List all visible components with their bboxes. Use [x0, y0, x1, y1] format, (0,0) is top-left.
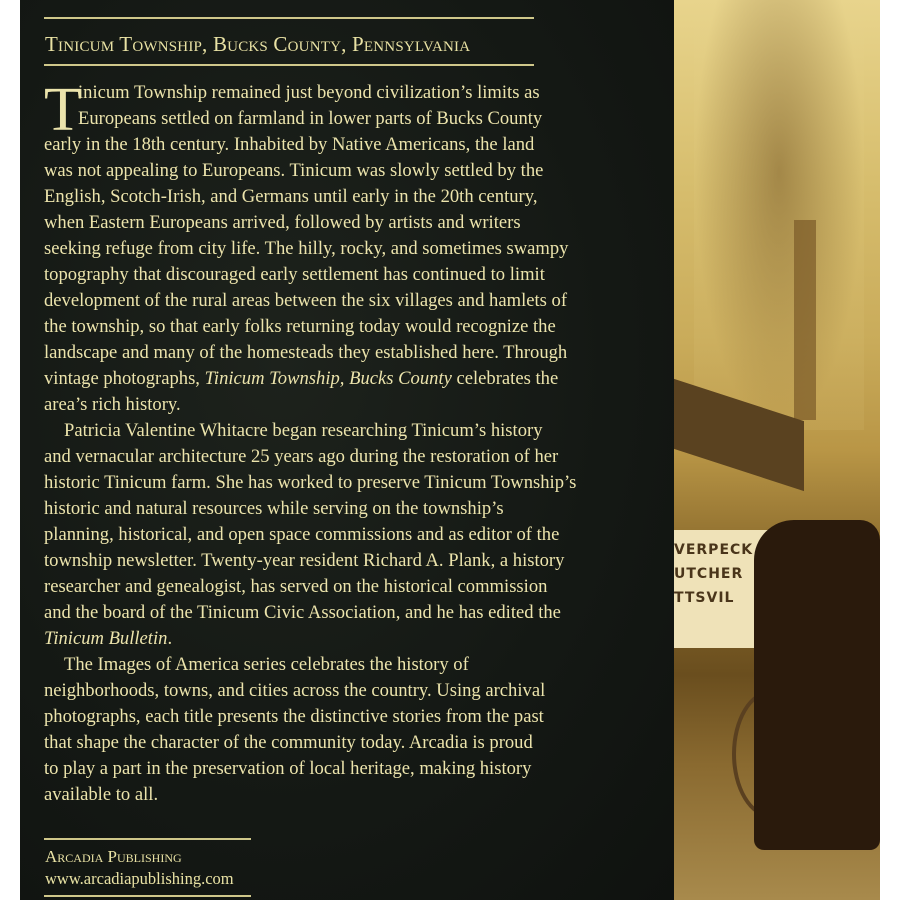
text-line: that shape the character of the community today. Arcadia is proud — [44, 732, 533, 753]
publisher-rule-top — [44, 838, 251, 840]
text-line: photographs, each title presents the distinctive stories from the past — [44, 706, 544, 727]
cover-photo — [674, 0, 880, 900]
text-line: available to all. — [44, 784, 159, 805]
text-line: seeking refuge from city life. The hilly, rocky, and sometimes swampy — [44, 238, 569, 259]
book-title: Tinicum Township, Bucks County, Pennsylvania — [45, 32, 471, 56]
text-line: and the board of the Tinicum Civic Association, and he has edited the — [44, 602, 561, 623]
text-line: English, Scotch-Irish, and Germans until early in the 20th century, — [44, 186, 538, 207]
paragraph-series — [44, 652, 644, 808]
drop-cap: T — [44, 76, 82, 144]
text-line: topography that discouraged early settlement has continued to limit — [44, 264, 545, 285]
text-line: inicum Township remained just beyond civilization’s limits as — [78, 82, 540, 103]
text-line: when Eastern Europeans arrived, followed by artists and writers — [44, 212, 521, 233]
publisher-rule-bottom — [44, 895, 251, 897]
sign-line: VERPECK — [674, 542, 754, 558]
text-line: planning, historical, and open space commissions and as editor of the — [44, 524, 560, 545]
text-line: vintage photographs, Tinicum Township, Bucks County celebrates the — [44, 368, 559, 389]
tree-foliage — [694, 0, 864, 430]
paragraph-description — [44, 76, 644, 366]
text-line: landscape and many of the homesteads they established here. Through — [44, 342, 568, 363]
publisher-name: Arcadia Publishing — [45, 847, 182, 866]
text-line: The Images of America series celebrates the history of — [64, 654, 469, 675]
text-line: historic and natural resources while serving on the township’s — [44, 498, 504, 519]
page-edge — [880, 0, 900, 900]
text-line: neighborhoods, towns, and cities across the country. Using archival — [44, 680, 546, 701]
description — [44, 76, 644, 808]
text-line: Europeans settled on farmland in lower parts of Bucks County — [78, 108, 543, 129]
text-line: researcher and genealogist, has served on the historical commission — [44, 576, 548, 597]
publisher-info — [45, 846, 234, 890]
tree-trunk — [794, 220, 816, 420]
text-line: Patricia Valentine Whitacre began researching Tinicum’s history — [64, 420, 543, 441]
top-rule — [44, 17, 534, 19]
text-line: early in the 18th century. Inhabited by Native Americans, the land — [44, 134, 535, 155]
text-line: was not appealing to Europeans. Tinicum was slowly settled by the — [44, 160, 544, 181]
text-line: historic Tinicum farm. She has worked to preserve Tinicum Township’s — [44, 472, 577, 493]
sign-line: TTSVIL — [674, 590, 735, 606]
text-line: area’s rich history. — [44, 394, 181, 415]
horse — [754, 520, 880, 850]
text-line: to play a part in the preservation of local heritage, making history — [44, 758, 532, 779]
title-rule — [44, 64, 534, 66]
text-line: development of the rural areas between the six villages and hamlets of — [44, 290, 568, 311]
text-line: the township, so that early folks returning today would recognize the — [44, 316, 556, 337]
publisher-url[interactable]: www.arcadiapublishing.com — [45, 869, 234, 888]
sign-line: UTCHER — [674, 566, 744, 582]
text-line: and vernacular architecture 25 years ago during the restoration of her — [44, 446, 559, 467]
paragraph-authors — [44, 418, 644, 626]
text-line: township newsletter. Twenty-year resident Richard A. Plank, a history — [44, 550, 565, 571]
text-line: Tinicum Bulletin. — [44, 628, 173, 649]
